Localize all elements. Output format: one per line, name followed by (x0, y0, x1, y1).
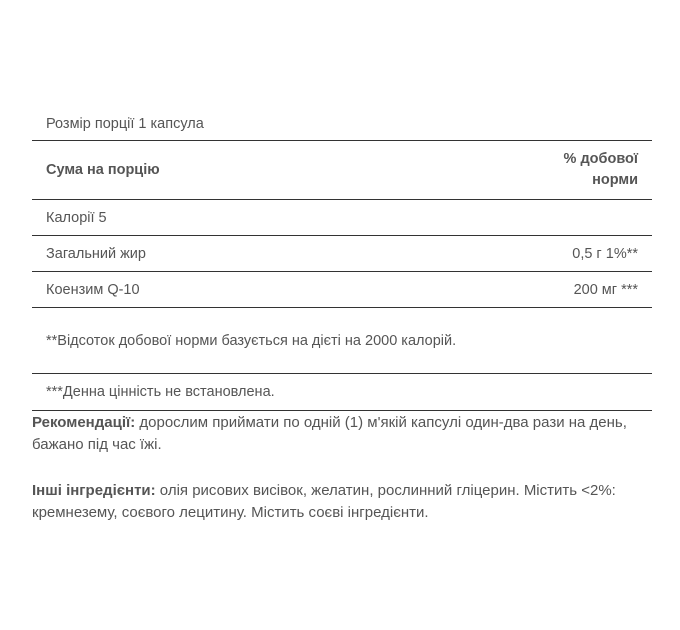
other-ingredients-label: Інші інгредієнти: (32, 482, 156, 499)
daily-value-heading-line2: норми (592, 172, 638, 188)
nutrient-name: Загальний жир (46, 245, 146, 262)
amount-per-serving-heading: Сума на порцію (46, 162, 160, 178)
nutrient-value: 200 мг *** (573, 281, 638, 298)
table-row (32, 200, 652, 236)
other-ingredients-text: олія рисових висівок, желатин, рослинний гліцерин. Містить <2%: кремнезему, соєвого лецитину. Містить соєві інгредієнти. (32, 482, 616, 521)
supplement-facts-panel (32, 104, 652, 411)
recommendations-text: дорослим приймати по одній (1) м'якій капсулі один-два рази на день, бажано під час їжі. (32, 414, 627, 453)
footnote-daily-value-basis: **Відсоток добової норми базується на дієті на 2000 калорій. (46, 332, 457, 349)
nutrient-name: Коензим Q-10 (46, 281, 140, 298)
footnote-not-established: ***Денна цінність не встановлена. (46, 384, 275, 400)
table-row (32, 236, 652, 272)
recommendations-label: Рекомендації: (32, 414, 136, 431)
nutrient-value: 0,5 г 1%** (572, 245, 638, 262)
nutrient-name: Калорії 5 (46, 209, 107, 226)
serving-size-text: Розмір порції 1 капсула (46, 116, 204, 132)
daily-value-heading (564, 149, 638, 191)
table-row (32, 272, 652, 308)
recommendations-paragraph (32, 412, 652, 456)
table-header-row (32, 141, 652, 200)
serving-size-row (32, 104, 652, 141)
footnote-row (32, 374, 652, 411)
footnote-row (32, 308, 652, 374)
daily-value-heading-line1: % добової (563, 151, 638, 167)
other-ingredients-paragraph (32, 480, 652, 524)
